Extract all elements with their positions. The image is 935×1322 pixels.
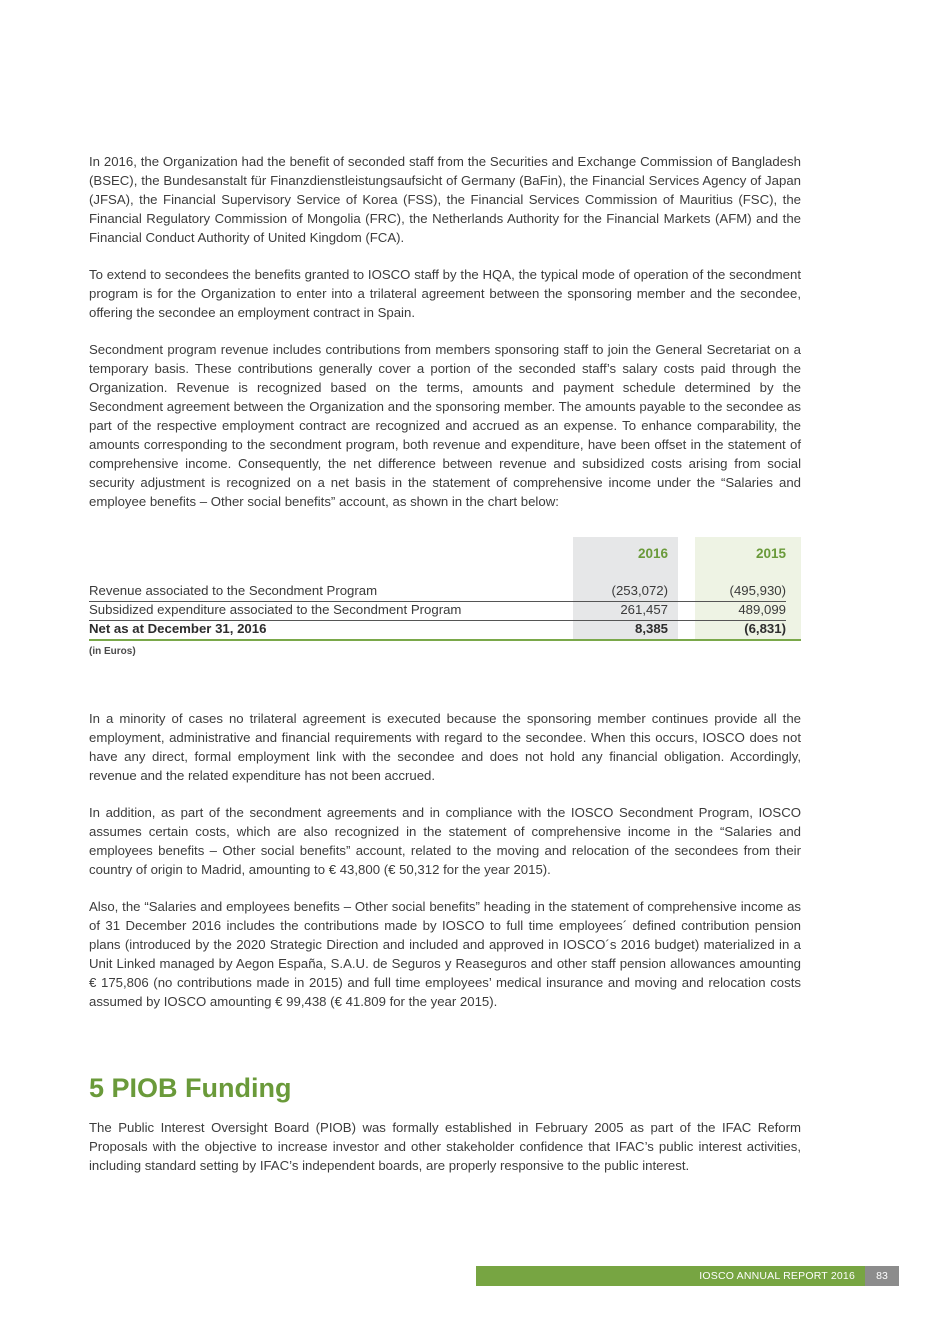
row-label: Net as at December 31, 2016 (89, 621, 267, 636)
paragraph-pension-plans: Also, the “Salaries and employees benefits – Other social benefits” heading in the statement of comprehensive income as of 31 December 2016 includes the contributions made by IOSCO to full time employees´ defined contribution pension plans (introduced by the 2020 Strategic Direction and included and approved in IOSCO´s 2016 budget) materialized in a Unit Linked managed by Aegon España, S.A.U. de Seguros y Reaseguros and other staff pension allowances amounting € 175,806 (no contributions made in 2015) and full time employees’ medical insurance and moving and relocation costs assumed by IOSCO amounting € 99,438 (€ 41.809 for the year 2015). (89, 899, 801, 1009)
value-2015: (6,831) (744, 621, 786, 636)
paragraph-seconded-staff: In 2016, the Organization had the benefit of seconded staff from the Securities and Exchange Commission of Bangladesh (BSEC), the Bundesanstalt für Finanzdienstleistungsaufsicht of Germany (BaFin), the Financial Services Agency of Japan (JFSA), the Financial Supervisory Service of Korea (FSS), the Financial Services Commission of Mauritius (FSC), the Financial Regulatory Commission of Mongolia (FRC), the Netherlands Authority for the Financial Markets (AFM) and the Financial Conduct Authority of United Kingdom (FCA). (89, 154, 801, 245)
value-2016: (253,072) (611, 583, 668, 598)
table-row-total (89, 620, 801, 639)
value-2016: 8,385 (634, 621, 668, 636)
value-2015: 489,099 (738, 602, 786, 617)
paragraph-secondment-revenue: Secondment program revenue includes contributions from members sponsoring staff to join the General Secretariat on a temporary basis. These contributions generally cover a portion of the seconded staff’s salary costs paid through the Organization. Revenue is recognized based on the terms, amounts and payment schedule determined by the Secondment agreement between the Organization and the sponsoring member. The amounts payable to the secondee as part of the respective employment contract are recognized and accrued as an expense. To enhance comparability, the amounts corresponding to the secondment program, both revenue and expenditure, have been offset in the statement of comprehensive income. Consequently, the net difference between revenue and subsidized costs arising from social security adjustment is recognized on a net basis in the statement of comprehensive income under the “Salaries and employee benefits – Other social benefits” account, as shown in the chart below: (89, 342, 801, 509)
secondment-table (89, 537, 801, 675)
paragraph-relocation-costs: In addition, as part of the secondment agreements and in compliance with the IOSCO Secondment Program, IOSCO assumes certain costs, which are also recognized in the statement of comprehensive income in the “Salaries and employees benefits – Other social benefits” account, related to the moving and relocation of the secondees from their country of origin to Madrid, amounting to € 43,800 (€ 50,312 for the year 2015). (89, 805, 801, 877)
value-2016: 261,457 (620, 602, 668, 617)
section-heading: 5 PIOB Funding (89, 1073, 292, 1103)
page-content (89, 152, 801, 1193)
paragraphs-after-table (89, 709, 801, 1011)
paragraph-secondment-mode: To extend to secondees the benefits granted to IOSCO staff by the HQA, the typical mode of operation of the secondment program is for the Organization to enter into a trilateral agreement between the sponsoring member and the secondee, offering the secondee an employment contract in Spain. (89, 267, 801, 320)
column-header-2015: 2015 (755, 546, 786, 561)
page-number: 83 (865, 1266, 899, 1286)
paragraph-no-trilateral: In a minority of cases no trilateral agreement is executed because the sponsoring member continues provide all the employment, administrative and financial requirements with regard to the secondee. When this occurs, IOSCO does not have any direct, formal employment link with the secondee and does not hold any financial obligation. Accordingly, revenue and the related expenditure has not been accrued. (89, 711, 801, 783)
row-label: Revenue associated to the Secondment Program (89, 583, 378, 598)
footer-bar (476, 1266, 865, 1286)
total-divider (89, 639, 801, 641)
paragraph-piob: The Public Interest Oversight Board (PIOB) was formally established in February 2005 as part of the IFAC Reform Proposals with the objective to increase investor and other stakeholder confidence that IFAC’s public interest activities, including standard setting by IFAC’s independent boards, are properly responsive to the public interest. (89, 1120, 801, 1173)
unit-note: (in Euros) (89, 646, 136, 657)
table-row (89, 582, 801, 601)
row-label: Subsidized expenditure associated to the Secondment Program (89, 602, 462, 617)
table-row (89, 601, 801, 620)
column-header-2016: 2016 (637, 546, 668, 561)
value-2015: (495,930) (729, 583, 786, 598)
footer-report-title: IOSCO ANNUAL REPORT 2016 (699, 1270, 855, 1282)
